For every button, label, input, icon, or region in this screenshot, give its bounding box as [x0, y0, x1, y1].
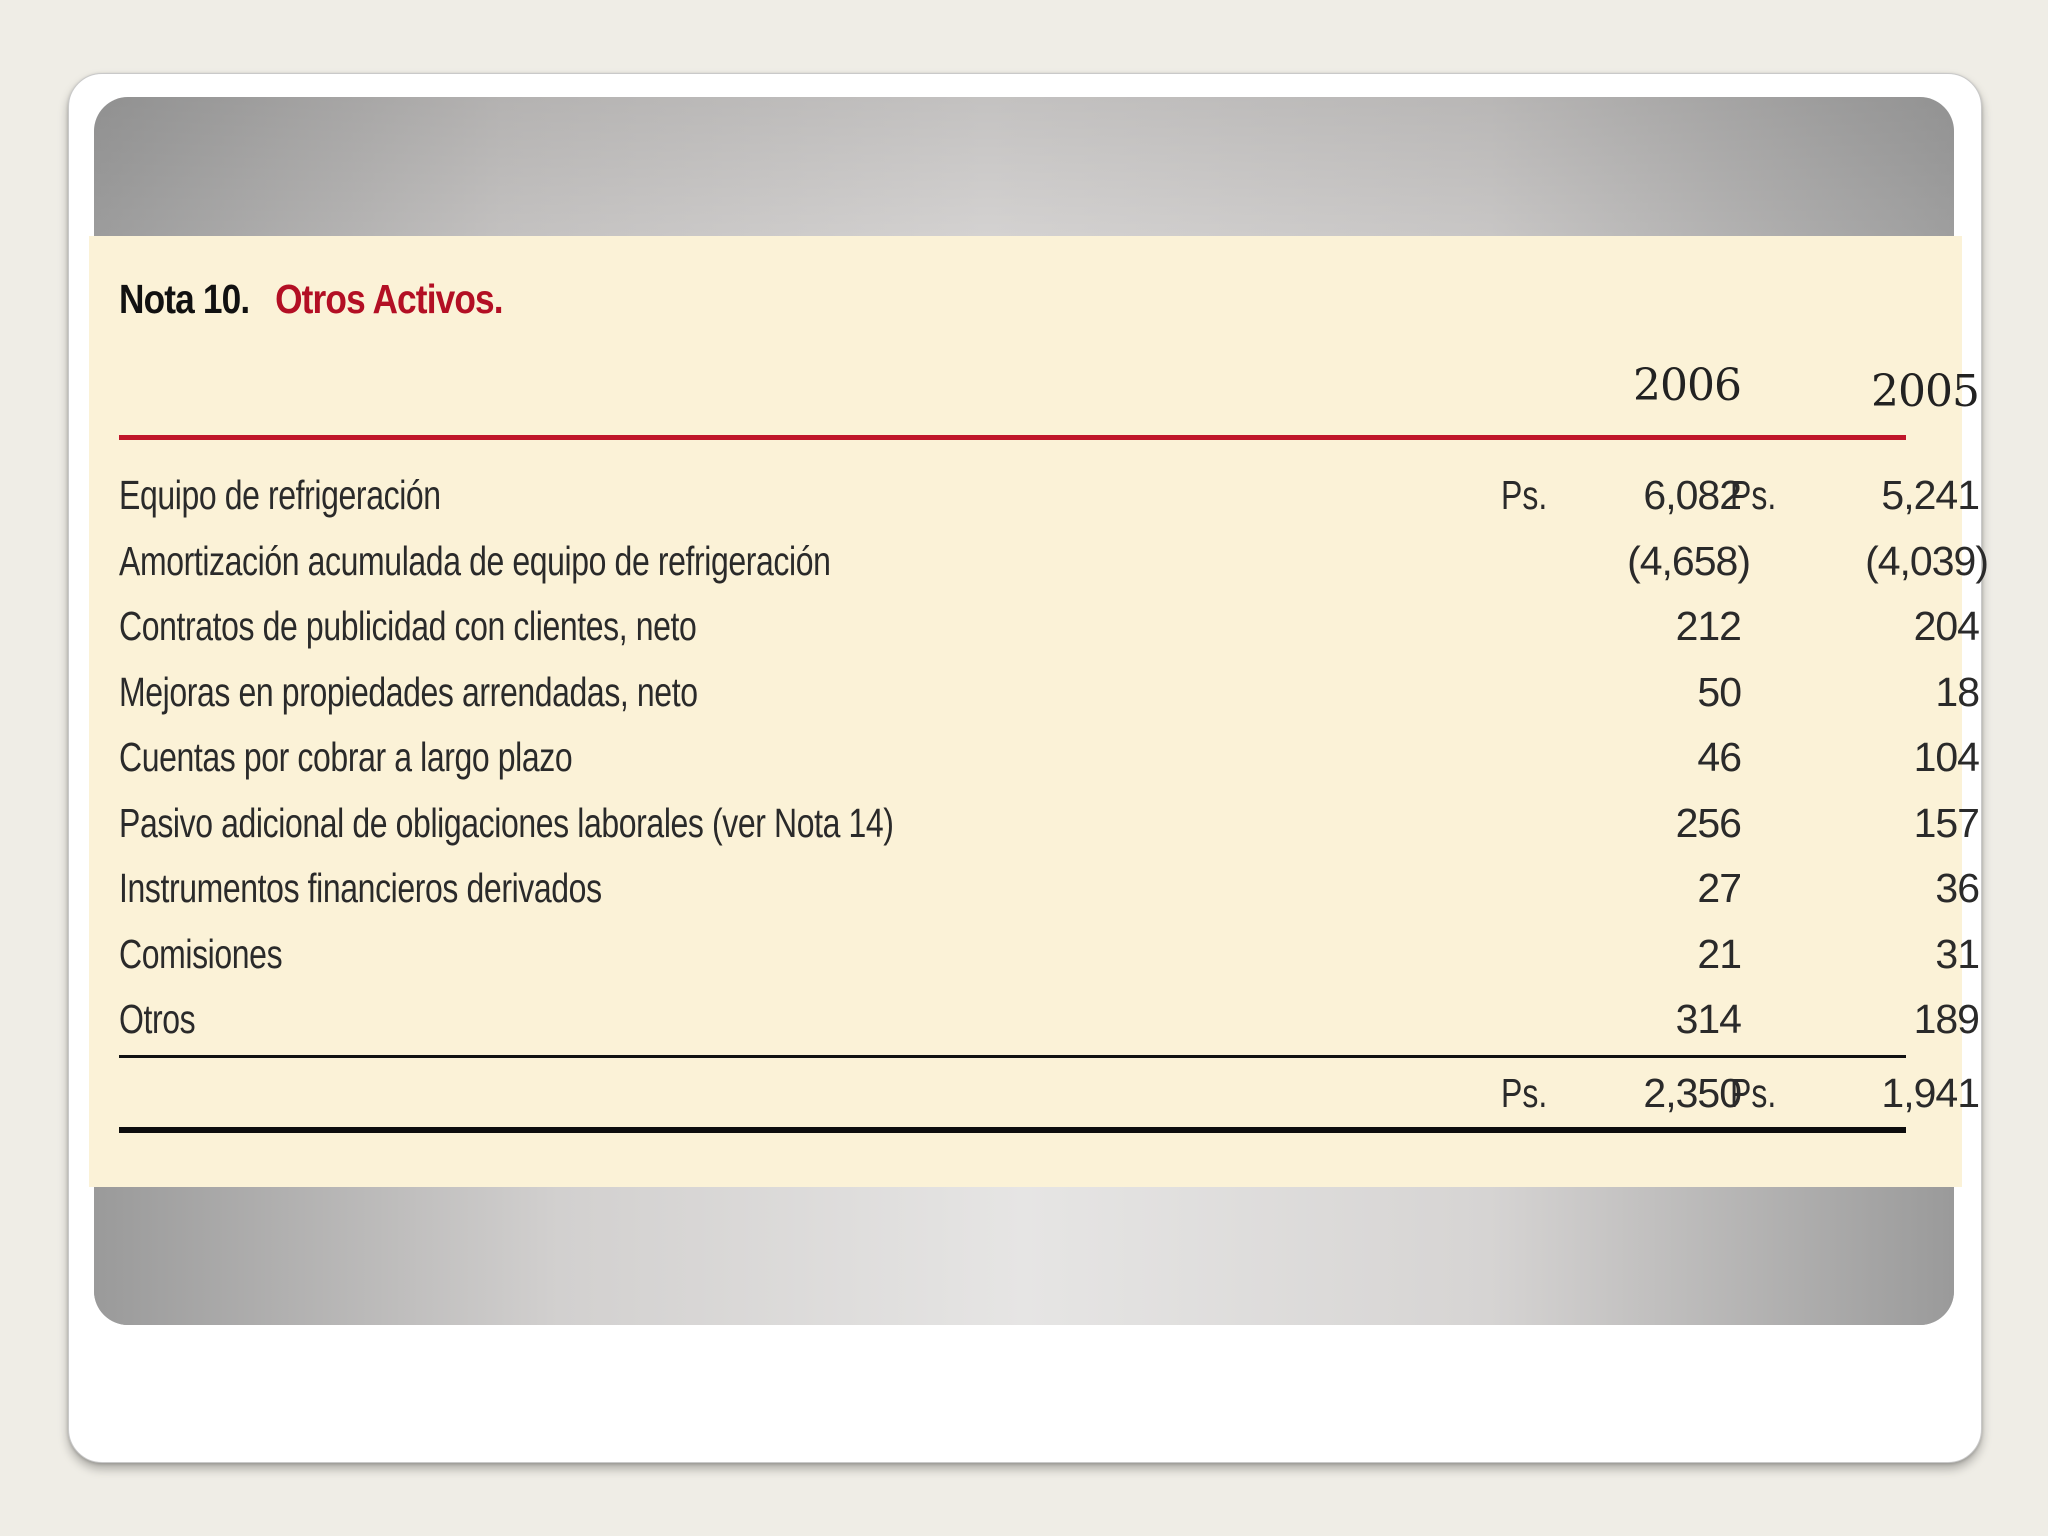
row-label: Otros — [119, 996, 196, 1042]
note-title: Otros Activos. — [275, 276, 503, 322]
table-row — [89, 669, 1979, 729]
header-divider — [119, 435, 1906, 440]
total-double-rule — [119, 1127, 1906, 1133]
value-2006: 6,082 — [1643, 472, 1741, 518]
value-2005: (4,039) — [1865, 538, 1988, 584]
value-2005: 18 — [1935, 669, 1979, 715]
row-label: Comisiones — [119, 931, 283, 977]
value-2005: 204 — [1913, 603, 1979, 649]
table-row — [89, 800, 1979, 860]
total-2005: 1,941 — [1881, 1070, 1979, 1116]
subtotal-divider — [119, 1055, 1906, 1058]
row-label: Mejoras en propiedades arrendadas, neto — [119, 669, 698, 715]
value-2005: 189 — [1913, 996, 1979, 1042]
table-row — [89, 996, 1979, 1056]
currency-prefix-2006: Ps. — [1501, 472, 1548, 518]
table-row — [89, 734, 1979, 794]
table-row — [89, 865, 1979, 925]
row-label: Cuentas por cobrar a largo plazo — [119, 734, 573, 780]
currency-prefix-2006: Ps. — [1501, 1070, 1548, 1116]
value-2006: 50 — [1697, 669, 1741, 715]
value-2005: 157 — [1913, 800, 1979, 846]
table-row — [89, 472, 1979, 532]
note-number: Nota 10. — [119, 276, 250, 322]
financial-note-panel — [89, 236, 1988, 1187]
row-label: Equipo de refrigeración — [119, 472, 441, 518]
table-row — [89, 931, 1979, 991]
note-heading — [119, 276, 503, 323]
frame-bottom-shade — [94, 1185, 1954, 1325]
total-2006: 2,350 — [1643, 1070, 1741, 1116]
total-row — [89, 1070, 1979, 1130]
value-2005: 31 — [1935, 931, 1979, 977]
row-label: Amortización acumulada de equipo de refrigeración — [119, 538, 831, 584]
value-2006: 21 — [1697, 931, 1741, 977]
frame-top-shade — [94, 97, 1954, 237]
row-label: Contratos de publicidad con clientes, neto — [119, 603, 697, 649]
row-label: Pasivo adicional de obligaciones laborales (ver Nota 14) — [119, 800, 894, 846]
column-header-2005: 2005 — [1871, 366, 1979, 417]
currency-prefix-2005: Ps. — [1730, 1070, 1777, 1116]
value-2006: 27 — [1697, 865, 1741, 911]
table-row — [89, 603, 1979, 663]
value-2006: 256 — [1675, 800, 1741, 846]
column-header-2006: 2006 — [1633, 360, 1741, 411]
value-2005: 36 — [1935, 865, 1979, 911]
value-2006: (4,658) — [1627, 538, 1750, 584]
table-row — [89, 538, 1988, 598]
value-2006: 212 — [1675, 603, 1741, 649]
value-2005: 5,241 — [1881, 472, 1979, 518]
row-label: Instrumentos financieros derivados — [119, 865, 602, 911]
currency-prefix-2005: Ps. — [1730, 472, 1777, 518]
value-2006: 46 — [1697, 734, 1741, 780]
value-2005: 104 — [1913, 734, 1979, 780]
value-2006: 314 — [1675, 996, 1741, 1042]
